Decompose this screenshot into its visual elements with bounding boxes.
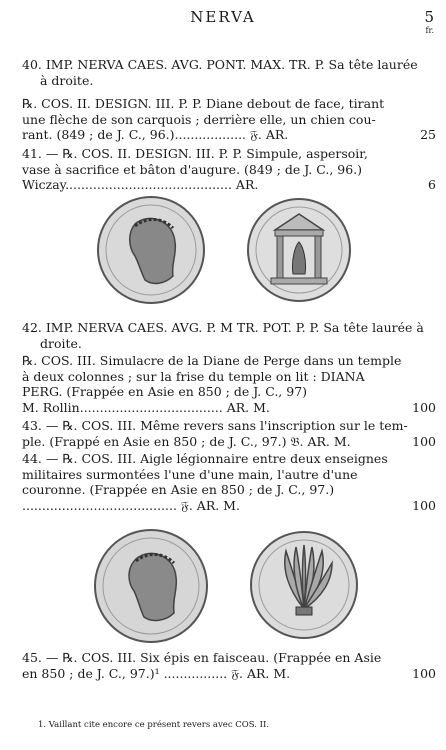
- page-number: 5: [424, 8, 434, 26]
- entry-line: PERG. (Frappée en Asie en 850 ; de J. C., 97): [22, 384, 308, 399]
- footnote: 1. Vaillant cite encore ce présent revers avec COS. II.: [38, 720, 270, 730]
- page-header: [0, 6, 446, 35]
- entry-line: 41. — ℞. COS. II. DESIGN. III. P. P. Simpule, aspersoir,: [22, 146, 368, 161]
- coin-reverse-2: [248, 529, 360, 641]
- entry-line: M. Rollin.................................... AR. M.: [22, 399, 270, 415]
- currency-label: fr.: [425, 26, 434, 35]
- entry-line: 44. — ℞. COS. III. Aigle légionnaire entre deux enseignes: [22, 451, 388, 466]
- entry-line: ....................................... 𝔉. AR. M.: [22, 497, 240, 513]
- entry-line: 43. — ℞. COS. III. Même revers sans l'inscription sur le tem-: [22, 418, 408, 433]
- entry-line: Wiczay.......................................... AR.: [22, 177, 259, 192]
- catalogue-entry: [22, 320, 424, 351]
- price-value: 100: [412, 433, 436, 449]
- catalogue-entry: [22, 650, 390, 681]
- coin-reverse-1: [245, 196, 353, 304]
- entry-line: ℞. COS. III. Simulacre de la Diane de Perge dans un temple: [22, 353, 402, 368]
- entry-line: à droite.: [40, 72, 94, 88]
- price-value: 100: [412, 399, 436, 415]
- entry-line: 45. — ℞. COS. III. Six épis en faisceau. (Frappée en Asie: [22, 650, 382, 665]
- catalogue-entry: [22, 57, 418, 88]
- coin-plate-1: [0, 192, 446, 302]
- entry-line: droite.: [40, 335, 82, 351]
- price-value: 25: [420, 127, 436, 142]
- entry-line: ℞. COS. II. DESIGN. III. P. P. Diane debout de face, tirant: [22, 96, 385, 111]
- entry-line: 40. IMP. NERVA CAES. AVG. PONT. MAX. TR. P. Sa tête laurée: [22, 57, 418, 72]
- entry-line: militaires surmontées l'une d'une main, l'autre d'une: [22, 466, 358, 482]
- coin-obverse-1: [95, 194, 207, 306]
- price-value: 100: [412, 665, 436, 681]
- catalogue-entry: [22, 146, 390, 193]
- entry-line: une flèche de son carquois ; derrière elle, un chien cou-: [22, 111, 376, 127]
- price-value: 100: [412, 497, 436, 513]
- entry-line: en 850 ; de J. C., 97.)¹ ................ 𝔉. AR. M.: [22, 665, 291, 681]
- entry-line: rant. (849 ; de J. C., 96.).................. 𝔉. AR.: [22, 127, 289, 142]
- entry-line: couronne. (Frappée en Asie en 850 ; de J. C., 97.): [22, 482, 335, 497]
- price-value: 6: [428, 177, 436, 192]
- catalogue-entry: [22, 96, 390, 143]
- entry-line: vase à sacrifice et bâton d'augure. (849 ; de J. C., 96.): [22, 161, 363, 177]
- catalogue-entry: [22, 353, 402, 415]
- entry-line: ple. (Frappé en Asie en 850 ; de J. C., 97.) 𝔅. AR. M.: [22, 433, 351, 449]
- page-title: NERVA: [190, 8, 256, 26]
- entry-line: 42. IMP. NERVA CAES. AVG. P. M TR. POT. P. P. Sa tête laurée à: [22, 320, 424, 335]
- catalogue-entry: [22, 418, 408, 449]
- coin-obverse-2: [92, 527, 210, 645]
- coin-plate-2: [0, 525, 446, 635]
- entry-line: à deux colonnes ; sur la frise du temple on lit : DIANA: [22, 368, 365, 384]
- catalogue-entry: [22, 451, 390, 513]
